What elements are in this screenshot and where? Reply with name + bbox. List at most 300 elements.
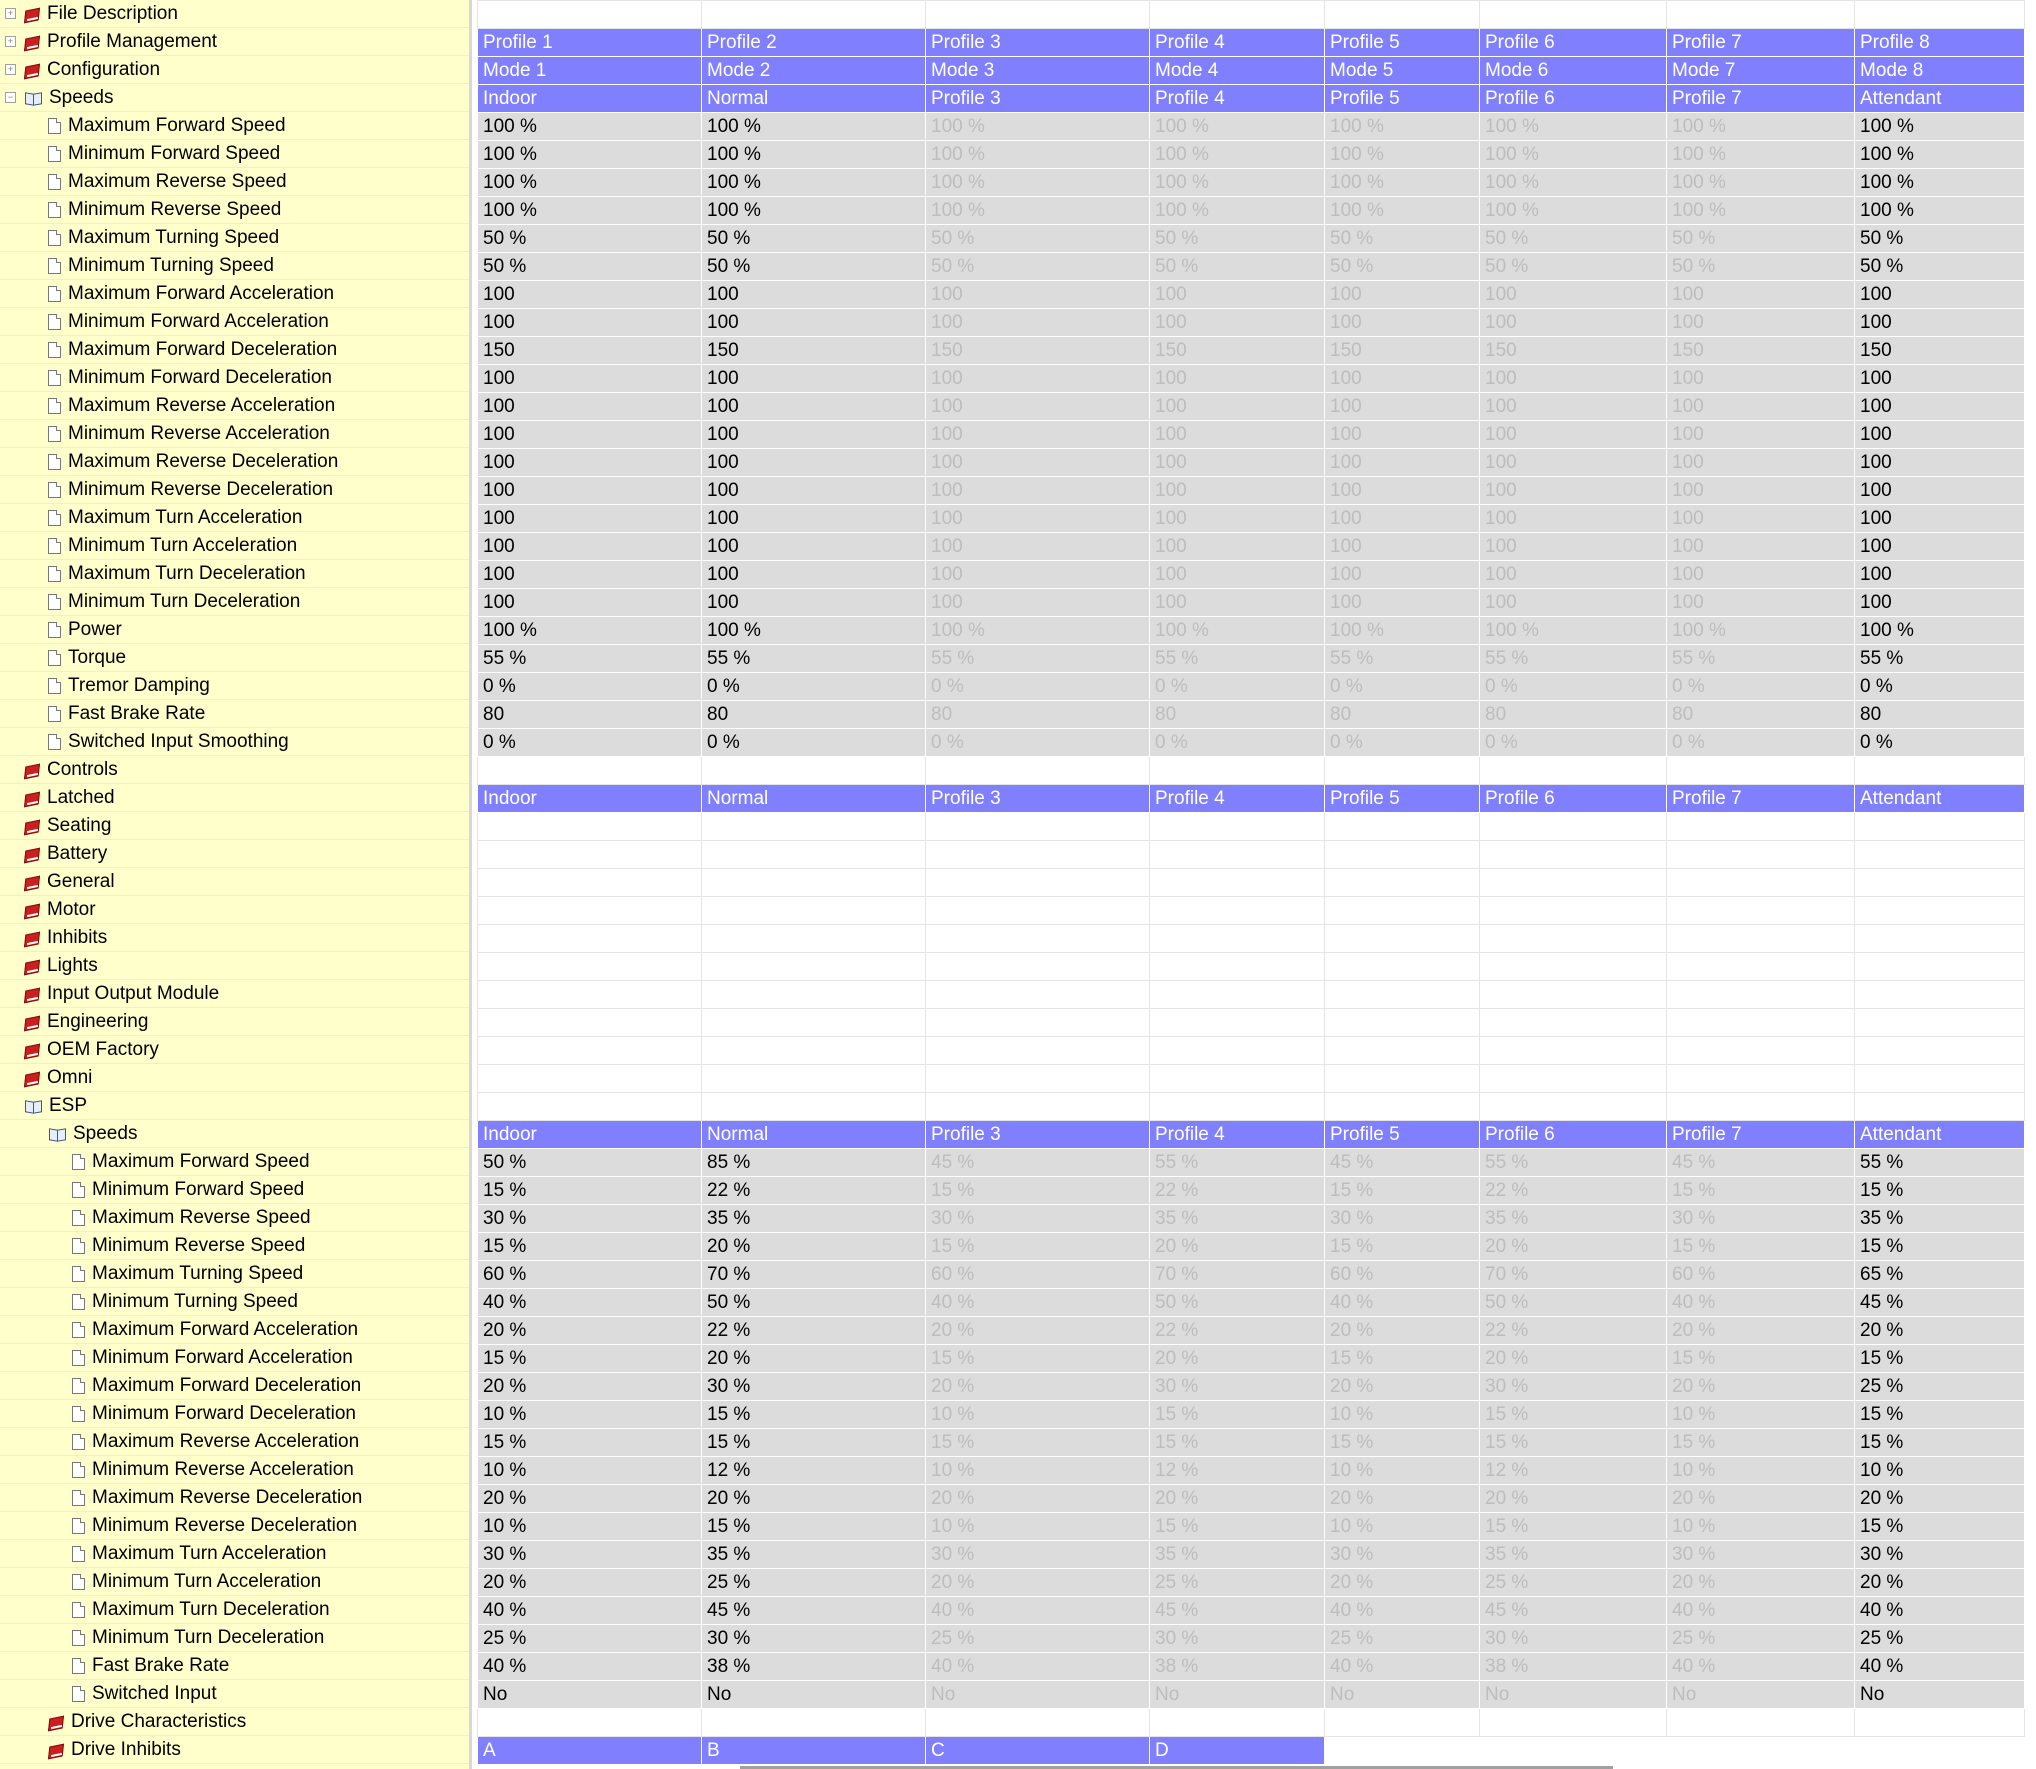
grid-cell[interactable]: 10 % (478, 1457, 702, 1485)
grid-cell[interactable]: 25 % (1667, 1625, 1855, 1653)
grid-cell[interactable]: 100 (1150, 449, 1325, 477)
grid-cell[interactable]: 35 % (702, 1205, 926, 1233)
grid-cell[interactable]: 100 (926, 449, 1150, 477)
grid-cell[interactable]: 100 (1855, 589, 2025, 617)
grid-cell[interactable]: 100 % (926, 141, 1150, 169)
grid-cell[interactable]: 100 % (1480, 141, 1667, 169)
grid-cell[interactable]: 100 (926, 365, 1150, 393)
tree-item[interactable] (0, 952, 469, 980)
grid-cell[interactable]: 10 % (926, 1401, 1150, 1429)
grid-cell[interactable]: 25 % (1855, 1373, 2025, 1401)
grid-cell[interactable]: No (1667, 1681, 1855, 1709)
grid-cell[interactable]: 10 % (926, 1457, 1150, 1485)
tree-item[interactable] (0, 448, 469, 476)
grid-cell[interactable]: 100 (1667, 561, 1855, 589)
tree-item[interactable] (0, 1512, 469, 1540)
grid-cell[interactable]: 100 (702, 365, 926, 393)
grid-cell[interactable]: 20 % (926, 1569, 1150, 1597)
grid-cell[interactable]: 50 % (478, 225, 702, 253)
tree-item[interactable] (0, 672, 469, 700)
grid-cell[interactable]: 80 (478, 701, 702, 729)
tree-item[interactable] (0, 840, 469, 868)
tree-item[interactable] (0, 1568, 469, 1596)
grid-cell[interactable]: 45 % (702, 1597, 926, 1625)
grid-cell[interactable]: 20 % (478, 1569, 702, 1597)
grid-cell[interactable]: 100 % (478, 617, 702, 645)
grid-cell[interactable]: 100 (478, 533, 702, 561)
grid-cell[interactable]: 100 (1325, 477, 1480, 505)
grid-cell[interactable]: 100 (1480, 309, 1667, 337)
grid-cell[interactable]: 100 (1325, 281, 1480, 309)
grid-cell[interactable]: 15 % (1480, 1513, 1667, 1541)
grid-cell[interactable]: 10 % (1667, 1457, 1855, 1485)
grid-cell[interactable]: 30 % (1855, 1541, 2025, 1569)
grid-cell[interactable]: 100 (478, 449, 702, 477)
grid-cell[interactable]: 30 % (1325, 1205, 1480, 1233)
grid-cell[interactable]: 150 (1325, 337, 1480, 365)
tree-item[interactable] (0, 1624, 469, 1652)
grid-cell[interactable]: 15 % (1480, 1401, 1667, 1429)
grid-cell[interactable]: 150 (702, 337, 926, 365)
grid-cell[interactable]: 40 % (1667, 1289, 1855, 1317)
grid-cell[interactable]: 25 % (1480, 1569, 1667, 1597)
grid-cell[interactable]: 15 % (478, 1177, 702, 1205)
tree-item[interactable] (0, 588, 469, 616)
grid-cell[interactable]: 40 % (1325, 1289, 1480, 1317)
grid-cell[interactable]: 100 (702, 421, 926, 449)
grid-cell[interactable]: 100 % (1667, 113, 1855, 141)
grid-cell[interactable]: 20 % (478, 1373, 702, 1401)
grid-cell[interactable]: 100 % (478, 141, 702, 169)
grid-cell[interactable]: 55 % (1480, 645, 1667, 673)
grid-cell[interactable]: 15 % (926, 1233, 1150, 1261)
grid-cell[interactable]: 20 % (1325, 1373, 1480, 1401)
grid-cell[interactable]: 100 % (1150, 141, 1325, 169)
grid-cell[interactable]: 30 % (1480, 1625, 1667, 1653)
grid-cell[interactable]: 22 % (1480, 1317, 1667, 1345)
grid-cell[interactable]: 100 (1150, 309, 1325, 337)
grid-cell[interactable]: 40 % (926, 1597, 1150, 1625)
grid-cell[interactable]: 50 % (702, 1289, 926, 1317)
grid-cell[interactable]: 100 (478, 365, 702, 393)
grid-cell[interactable]: 20 % (1855, 1485, 2025, 1513)
grid-cell[interactable]: 100 % (478, 197, 702, 225)
grid-cell[interactable]: 20 % (926, 1373, 1150, 1401)
grid-cell[interactable]: 100 (702, 393, 926, 421)
grid-cell[interactable]: 30 % (1150, 1373, 1325, 1401)
tree-item[interactable] (0, 1036, 469, 1064)
grid-cell[interactable]: 38 % (1480, 1653, 1667, 1681)
grid-cell[interactable]: 35 % (1480, 1541, 1667, 1569)
grid-cell[interactable]: 100 (478, 589, 702, 617)
grid-cell[interactable]: 100 (1480, 365, 1667, 393)
tree-item[interactable] (0, 28, 469, 56)
grid-cell[interactable]: 100 % (702, 617, 926, 645)
grid-cell[interactable]: 80 (1325, 701, 1480, 729)
grid-cell[interactable]: 20 % (478, 1485, 702, 1513)
grid-cell[interactable]: 15 % (926, 1345, 1150, 1373)
grid-cell[interactable]: 20 % (1480, 1233, 1667, 1261)
grid-cell[interactable]: 100 (1667, 281, 1855, 309)
grid-cell[interactable]: 0 % (1480, 673, 1667, 701)
grid-cell[interactable]: 10 % (1325, 1401, 1480, 1429)
grid-cell[interactable]: 30 % (702, 1625, 926, 1653)
grid-cell[interactable]: 20 % (702, 1345, 926, 1373)
grid-cell[interactable]: 100 (926, 281, 1150, 309)
grid-cell[interactable]: 50 % (1325, 253, 1480, 281)
grid-cell[interactable]: No (1325, 1681, 1480, 1709)
grid-cell[interactable]: 15 % (1325, 1177, 1480, 1205)
grid-cell[interactable]: 45 % (1667, 1149, 1855, 1177)
grid-cell[interactable]: 40 % (1855, 1653, 2025, 1681)
grid-cell[interactable]: 12 % (1480, 1457, 1667, 1485)
grid-cell[interactable]: 100 (1150, 281, 1325, 309)
grid-cell[interactable]: 100 (1480, 281, 1667, 309)
grid-cell[interactable]: 100 (1325, 449, 1480, 477)
grid-cell[interactable]: 100 (478, 393, 702, 421)
grid-cell[interactable]: 100 (926, 421, 1150, 449)
grid-cell[interactable]: 20 % (1667, 1569, 1855, 1597)
grid-cell[interactable]: 100 (1325, 309, 1480, 337)
grid-cell[interactable]: 100 (1150, 393, 1325, 421)
tree-item[interactable] (0, 1288, 469, 1316)
grid-cell[interactable]: 10 % (1667, 1513, 1855, 1541)
grid-cell[interactable]: 100 (1855, 421, 2025, 449)
grid-cell[interactable]: 40 % (926, 1653, 1150, 1681)
grid-cell[interactable]: 40 % (1855, 1597, 2025, 1625)
grid-cell[interactable]: 100 (702, 281, 926, 309)
grid-cell[interactable]: 100 % (926, 169, 1150, 197)
grid-cell[interactable]: 100 (702, 505, 926, 533)
grid-cell[interactable]: No (1855, 1681, 2025, 1709)
grid-cell[interactable]: 60 % (926, 1261, 1150, 1289)
grid-cell[interactable]: 25 % (1150, 1569, 1325, 1597)
tree-item[interactable] (0, 84, 469, 112)
grid-cell[interactable]: 40 % (1667, 1653, 1855, 1681)
grid-cell[interactable]: 35 % (1150, 1205, 1325, 1233)
grid-cell[interactable]: 100 (1150, 589, 1325, 617)
grid-cell[interactable]: 10 % (1325, 1513, 1480, 1541)
grid-cell[interactable]: 100 (478, 421, 702, 449)
grid-cell[interactable]: 45 % (1150, 1597, 1325, 1625)
grid-cell[interactable]: 100 (1667, 449, 1855, 477)
grid-cell[interactable]: 100 (1480, 505, 1667, 533)
grid-cell[interactable]: 45 % (926, 1149, 1150, 1177)
grid-cell[interactable]: 20 % (926, 1485, 1150, 1513)
expand-icon[interactable]: + (5, 64, 16, 75)
grid-cell[interactable]: 45 % (1325, 1149, 1480, 1177)
grid-cell[interactable]: 50 % (1150, 1289, 1325, 1317)
grid-cell[interactable]: 100 (1855, 281, 2025, 309)
grid-cell[interactable]: 100 (1855, 477, 2025, 505)
grid-cell[interactable]: 30 % (478, 1541, 702, 1569)
grid-cell[interactable]: 100 (926, 477, 1150, 505)
grid-cell[interactable]: 20 % (1855, 1317, 2025, 1345)
grid-cell[interactable]: 100 (1667, 477, 1855, 505)
grid-cell[interactable]: 50 % (1480, 1289, 1667, 1317)
grid-cell[interactable]: 50 % (1667, 253, 1855, 281)
grid-cell[interactable]: 0 % (1150, 729, 1325, 757)
grid-cell[interactable]: 50 % (1150, 225, 1325, 253)
tree-item[interactable] (0, 1596, 469, 1624)
tree-item[interactable] (0, 1372, 469, 1400)
grid-cell[interactable]: 150 (1667, 337, 1855, 365)
grid-cell[interactable]: 40 % (478, 1653, 702, 1681)
tree-item[interactable] (0, 1540, 469, 1568)
grid-cell[interactable]: 20 % (1667, 1485, 1855, 1513)
grid-cell[interactable]: 80 (1150, 701, 1325, 729)
grid-cell[interactable]: 0 % (1855, 729, 2025, 757)
grid-cell[interactable]: 100 (478, 505, 702, 533)
tree-item[interactable] (0, 756, 469, 784)
grid-cell[interactable]: 40 % (478, 1289, 702, 1317)
grid-cell[interactable]: 100 (1667, 589, 1855, 617)
grid-cell[interactable]: 100 (1150, 505, 1325, 533)
grid-cell[interactable]: 30 % (926, 1205, 1150, 1233)
grid-cell[interactable]: 100 (1150, 477, 1325, 505)
grid-cell[interactable]: 100 % (1855, 113, 2025, 141)
grid-cell[interactable]: 20 % (1325, 1569, 1480, 1597)
grid-cell[interactable]: 15 % (926, 1177, 1150, 1205)
grid-cell[interactable]: 40 % (1325, 1653, 1480, 1681)
grid-cell[interactable]: 0 % (926, 729, 1150, 757)
grid-cell[interactable]: 20 % (1855, 1569, 2025, 1597)
grid-cell[interactable]: 15 % (702, 1513, 926, 1541)
grid-cell[interactable]: 100 % (1667, 197, 1855, 225)
grid-cell[interactable]: No (478, 1681, 702, 1709)
grid-cell[interactable]: 100 % (926, 197, 1150, 225)
grid-cell[interactable]: 0 % (1150, 673, 1325, 701)
grid-cell[interactable]: 100 % (1667, 141, 1855, 169)
grid-cell[interactable]: 100 (1480, 449, 1667, 477)
grid-cell[interactable]: No (1480, 1681, 1667, 1709)
grid-cell[interactable]: 100 (702, 449, 926, 477)
grid-cell[interactable]: 20 % (702, 1485, 926, 1513)
grid-cell[interactable]: 20 % (1150, 1233, 1325, 1261)
grid-cell[interactable]: 150 (926, 337, 1150, 365)
grid-cell[interactable]: 20 % (1325, 1317, 1480, 1345)
grid-cell[interactable]: 100 % (926, 113, 1150, 141)
grid-cell[interactable]: 100 (702, 589, 926, 617)
grid-cell[interactable]: 30 % (1150, 1625, 1325, 1653)
tree-item[interactable] (0, 784, 469, 812)
grid-cell[interactable]: 100 % (1480, 169, 1667, 197)
grid-cell[interactable]: 100 % (1325, 113, 1480, 141)
tree-item[interactable] (0, 868, 469, 896)
grid-cell[interactable]: 100 (1855, 561, 2025, 589)
grid-cell[interactable]: 38 % (1150, 1653, 1325, 1681)
grid-cell[interactable]: 20 % (1325, 1485, 1480, 1513)
grid-cell[interactable]: 38 % (702, 1653, 926, 1681)
tree-item[interactable] (0, 140, 469, 168)
grid-cell[interactable]: 60 % (1325, 1261, 1480, 1289)
tree-item[interactable] (0, 1484, 469, 1512)
grid-cell[interactable]: 55 % (1325, 645, 1480, 673)
grid-cell[interactable]: 25 % (702, 1569, 926, 1597)
grid-cell[interactable]: 100 (1480, 561, 1667, 589)
grid-cell[interactable]: No (1150, 1681, 1325, 1709)
grid-cell[interactable]: 15 % (1150, 1401, 1325, 1429)
grid-cell[interactable]: 100 % (1325, 617, 1480, 645)
grid-cell[interactable]: 100 % (1480, 113, 1667, 141)
grid-cell[interactable]: 100 (702, 561, 926, 589)
grid-cell[interactable]: 22 % (1480, 1177, 1667, 1205)
grid-cell[interactable]: 100 % (702, 141, 926, 169)
grid-cell[interactable]: 100 % (1150, 169, 1325, 197)
grid-cell[interactable]: 100 (1480, 421, 1667, 449)
grid-cell[interactable]: 150 (478, 337, 702, 365)
tree-item[interactable] (0, 224, 469, 252)
grid-cell[interactable]: 15 % (1855, 1429, 2025, 1457)
grid-cell[interactable]: 100 (926, 561, 1150, 589)
grid-cell[interactable]: 20 % (1667, 1373, 1855, 1401)
grid-cell[interactable]: 55 % (1667, 645, 1855, 673)
tree-item[interactable] (0, 1456, 469, 1484)
grid-cell[interactable]: 60 % (478, 1261, 702, 1289)
grid-cell[interactable]: 150 (1480, 337, 1667, 365)
grid-cell[interactable]: 100 % (1480, 197, 1667, 225)
grid-cell[interactable]: 100 % (478, 169, 702, 197)
grid-cell[interactable]: 100 (1667, 393, 1855, 421)
tree-item[interactable] (0, 476, 469, 504)
grid-cell[interactable]: 20 % (1480, 1485, 1667, 1513)
grid-cell[interactable]: 50 % (1855, 225, 2025, 253)
tree-item[interactable] (0, 616, 469, 644)
grid-cell[interactable]: 100 (702, 533, 926, 561)
grid-cell[interactable]: 20 % (702, 1233, 926, 1261)
grid-cell[interactable]: 100 (702, 477, 926, 505)
grid-cell[interactable]: 22 % (702, 1177, 926, 1205)
grid-cell[interactable]: 15 % (1855, 1513, 2025, 1541)
grid-cell[interactable]: 100 (1150, 561, 1325, 589)
grid-cell[interactable]: 30 % (926, 1541, 1150, 1569)
grid-cell[interactable]: 50 % (1480, 253, 1667, 281)
grid-cell[interactable]: 100 (1325, 505, 1480, 533)
grid-cell[interactable]: 100 % (1667, 169, 1855, 197)
tree-item[interactable] (0, 980, 469, 1008)
grid-cell[interactable]: No (926, 1681, 1150, 1709)
grid-cell[interactable]: 80 (1667, 701, 1855, 729)
grid-cell[interactable]: 100 (1325, 561, 1480, 589)
grid-cell[interactable]: 100 (1855, 533, 2025, 561)
grid-cell[interactable]: 50 % (702, 253, 926, 281)
tree-item[interactable] (0, 56, 469, 84)
grid-cell[interactable]: 100 % (702, 113, 926, 141)
tree-item[interactable] (0, 364, 469, 392)
grid-cell[interactable]: 50 % (478, 1149, 702, 1177)
grid-cell[interactable]: 100 (1667, 365, 1855, 393)
grid-cell[interactable]: 100 (1667, 309, 1855, 337)
grid-cell[interactable]: 100 (1480, 477, 1667, 505)
grid-cell[interactable]: 25 % (1855, 1625, 2025, 1653)
grid-cell[interactable]: 100 % (1150, 197, 1325, 225)
tree-item[interactable] (0, 1148, 469, 1176)
grid-cell[interactable]: 55 % (1150, 645, 1325, 673)
grid-cell[interactable]: 100 (1325, 589, 1480, 617)
grid-cell[interactable]: 15 % (1855, 1401, 2025, 1429)
grid-cell[interactable]: 15 % (1855, 1345, 2025, 1373)
grid-cell[interactable]: 0 % (1325, 729, 1480, 757)
grid-cell[interactable]: 100 % (1150, 617, 1325, 645)
grid-cell[interactable]: 85 % (702, 1149, 926, 1177)
tree-item[interactable] (0, 560, 469, 588)
grid-cell[interactable]: 65 % (1855, 1261, 2025, 1289)
grid-cell[interactable]: 70 % (1480, 1261, 1667, 1289)
grid-cell[interactable]: 100 % (1855, 169, 2025, 197)
grid-cell[interactable]: 100 (926, 309, 1150, 337)
grid-cell[interactable]: 55 % (1480, 1149, 1667, 1177)
grid-cell[interactable]: 100 % (702, 169, 926, 197)
grid-cell[interactable]: 40 % (478, 1597, 702, 1625)
grid-cell[interactable]: 100 (1855, 309, 2025, 337)
grid-cell[interactable]: 100 % (1325, 197, 1480, 225)
grid-cell[interactable]: 15 % (1480, 1429, 1667, 1457)
tree-item[interactable] (0, 1176, 469, 1204)
grid-cell[interactable]: 50 % (926, 225, 1150, 253)
grid-cell[interactable]: 40 % (926, 1289, 1150, 1317)
grid-cell[interactable]: 45 % (1480, 1597, 1667, 1625)
grid-cell[interactable]: 100 % (926, 617, 1150, 645)
grid-cell[interactable]: 0 % (1667, 729, 1855, 757)
grid-cell[interactable]: 20 % (1150, 1485, 1325, 1513)
collapse-icon[interactable]: − (5, 92, 16, 103)
grid-cell[interactable]: 10 % (1855, 1457, 2025, 1485)
tree-item[interactable] (0, 1316, 469, 1344)
grid-cell[interactable]: 0 % (1325, 673, 1480, 701)
tree-item[interactable] (0, 504, 469, 532)
tree-item[interactable] (0, 1204, 469, 1232)
tree-item[interactable] (0, 1260, 469, 1288)
grid-cell[interactable]: 100 (1855, 505, 2025, 533)
tree-item[interactable] (0, 280, 469, 308)
tree-item[interactable] (0, 1232, 469, 1260)
grid-cell[interactable]: 30 % (478, 1205, 702, 1233)
grid-cell[interactable]: 100 (926, 533, 1150, 561)
grid-cell[interactable]: 30 % (1325, 1541, 1480, 1569)
grid-cell[interactable]: 20 % (478, 1317, 702, 1345)
tree-item[interactable] (0, 1400, 469, 1428)
grid-cell[interactable]: 0 % (1667, 673, 1855, 701)
tree-item[interactable] (0, 1008, 469, 1036)
grid-cell[interactable]: 55 % (1855, 645, 2025, 673)
grid-cell[interactable]: 50 % (1667, 225, 1855, 253)
grid-cell[interactable]: 15 % (1855, 1233, 2025, 1261)
grid-cell[interactable]: 10 % (1667, 1401, 1855, 1429)
grid-cell[interactable]: 40 % (1325, 1597, 1480, 1625)
grid-cell[interactable]: 100 (1150, 533, 1325, 561)
grid-cell[interactable]: 0 % (478, 673, 702, 701)
grid-cell[interactable]: 55 % (1150, 1149, 1325, 1177)
tree-item[interactable] (0, 252, 469, 280)
grid-cell[interactable]: 100 % (702, 197, 926, 225)
tree-item[interactable] (0, 532, 469, 560)
grid-cell[interactable]: 15 % (1667, 1177, 1855, 1205)
grid-cell[interactable]: 100 % (478, 113, 702, 141)
grid-cell[interactable]: 100 (1480, 589, 1667, 617)
grid-cell[interactable]: 100 % (1855, 141, 2025, 169)
grid-cell[interactable]: 80 (1855, 701, 2025, 729)
grid-cell[interactable]: 30 % (1480, 1373, 1667, 1401)
grid-cell[interactable]: 100 % (1480, 617, 1667, 645)
grid-cell[interactable]: 100 (1325, 365, 1480, 393)
tree-item[interactable] (0, 112, 469, 140)
expand-icon[interactable]: + (5, 36, 16, 47)
grid-cell[interactable]: 15 % (926, 1429, 1150, 1457)
grid-cell[interactable]: 20 % (1480, 1345, 1667, 1373)
grid-cell[interactable]: 100 (926, 393, 1150, 421)
grid-cell[interactable]: 100 (1480, 393, 1667, 421)
grid-cell[interactable]: 30 % (1667, 1205, 1855, 1233)
